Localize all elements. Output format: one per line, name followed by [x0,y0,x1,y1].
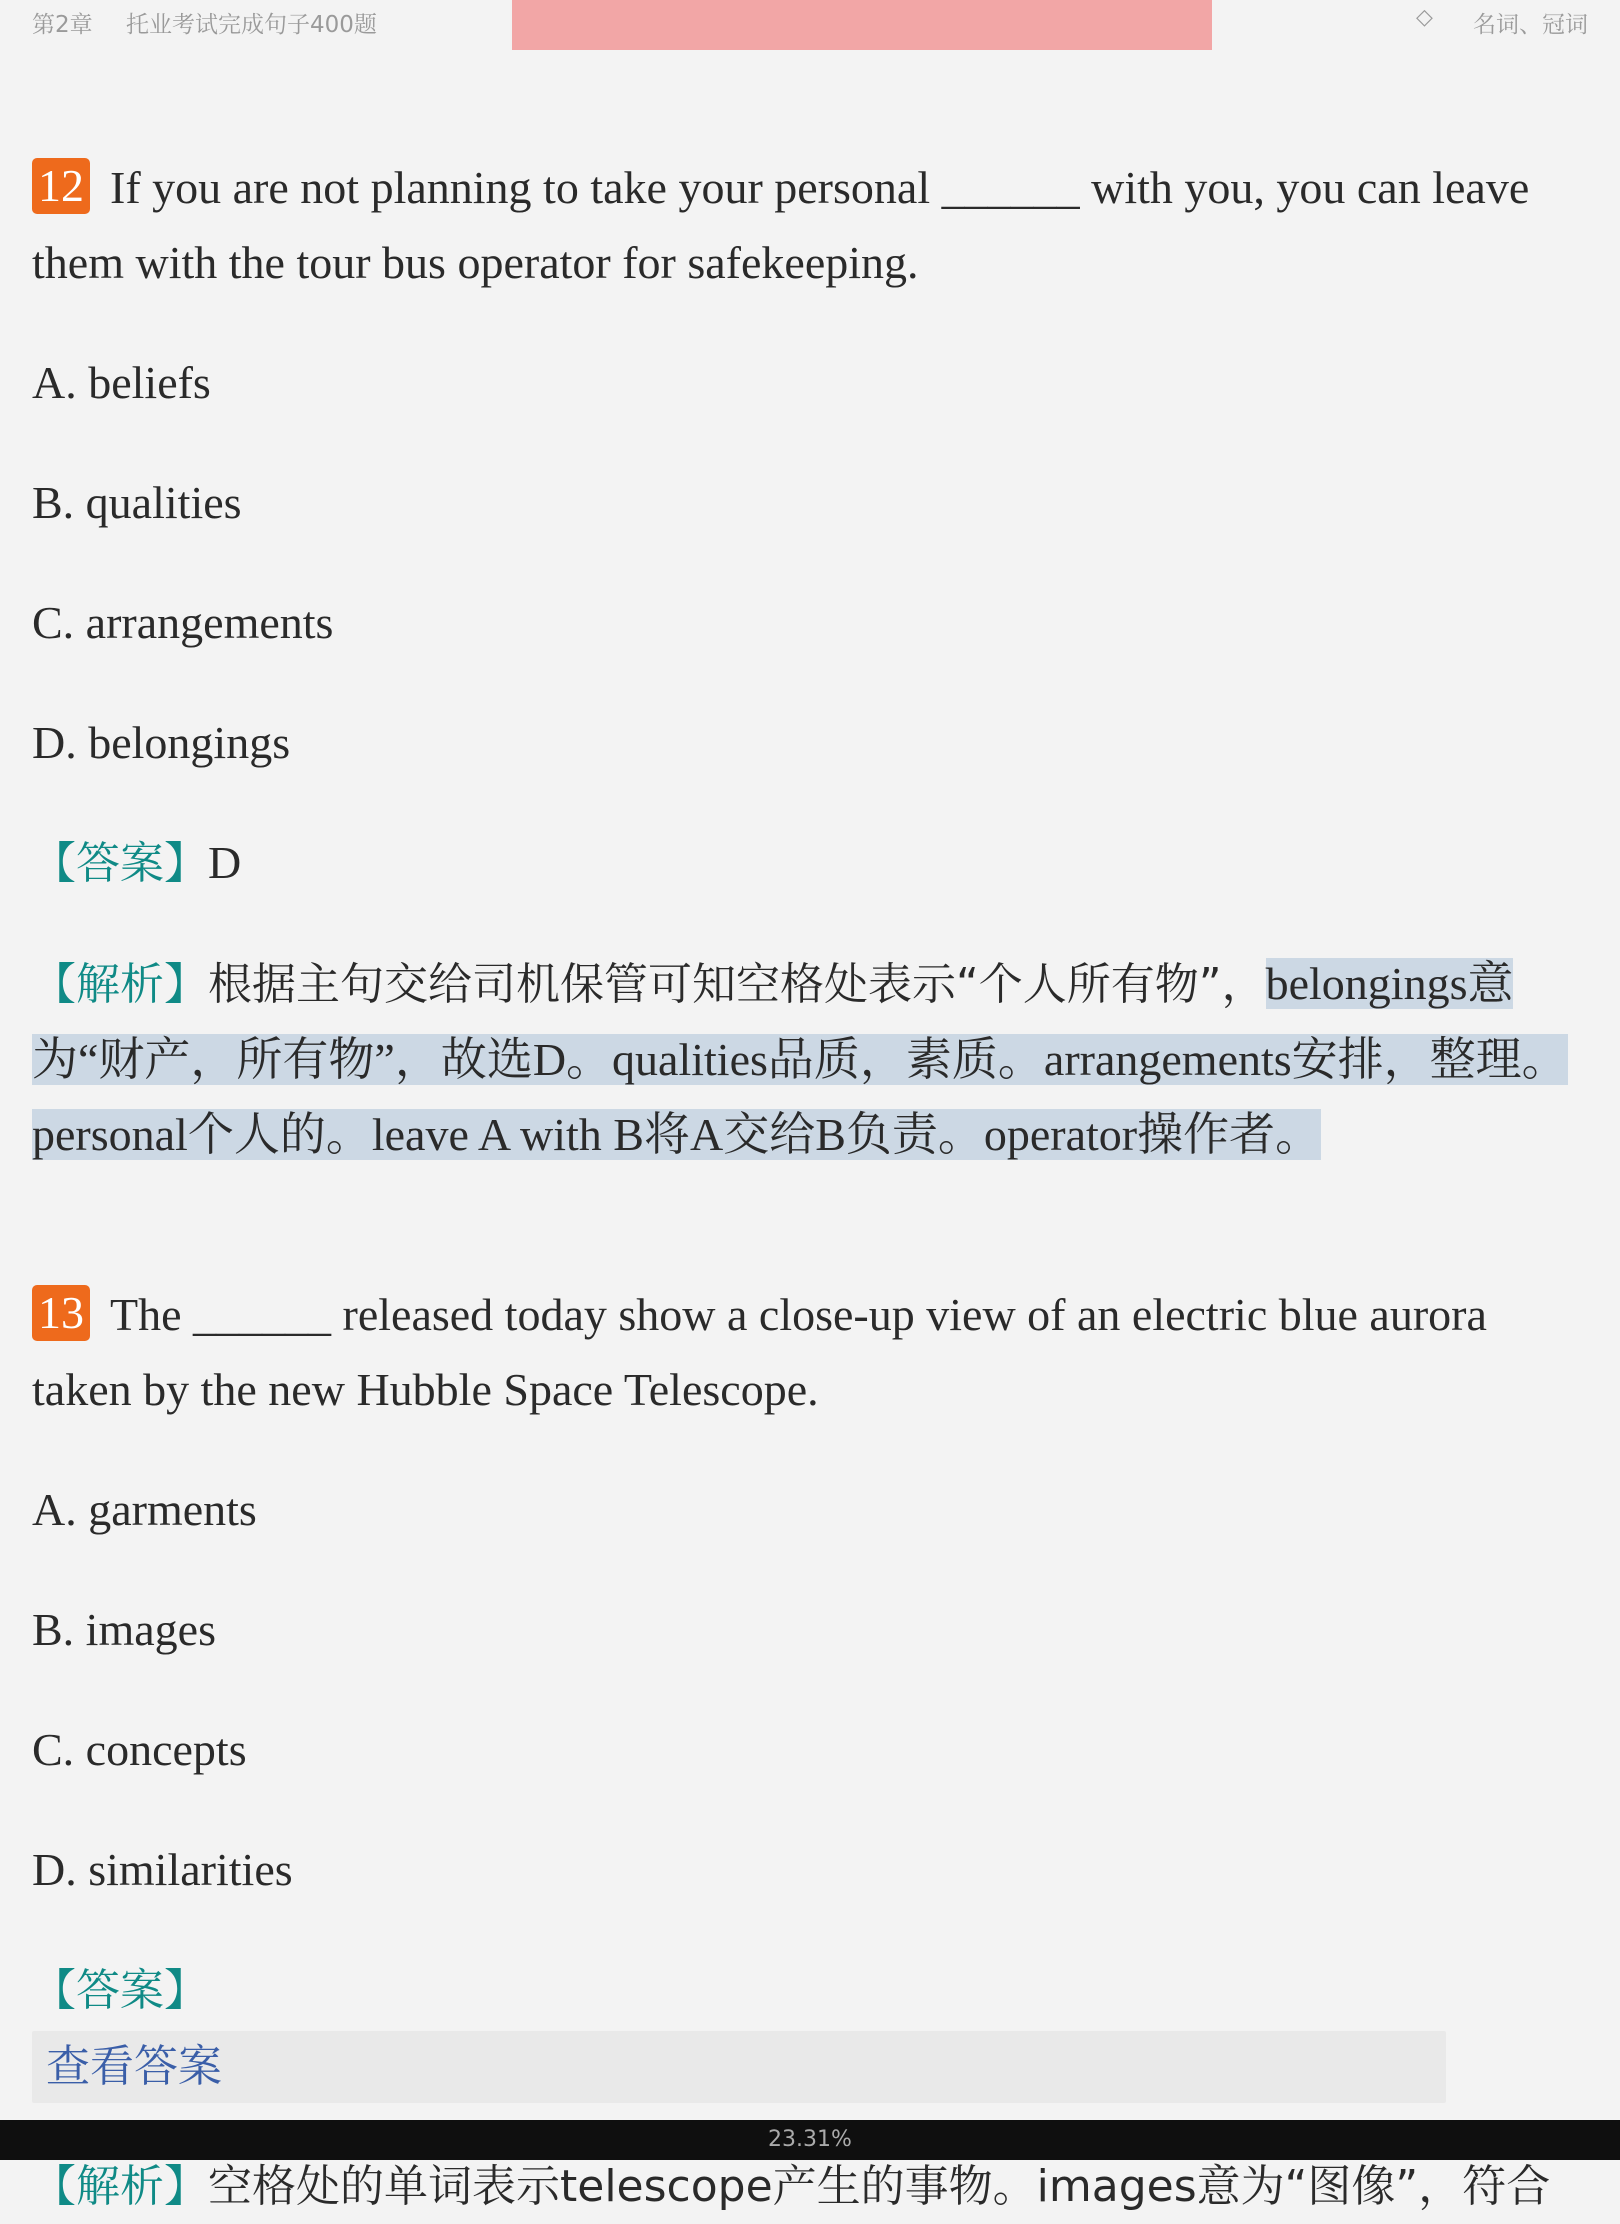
option-d: D. similarities [32,1844,293,1895]
option-b: B. qualities [32,477,242,528]
question-13 [32,1277,1588,1427]
progress-percent: 23.31% [768,2127,852,2152]
analysis-label: 【解析】 [32,2161,208,2212]
option-c: C. arrangements [32,597,334,648]
analysis-paragraph [32,946,1588,1172]
progress-bar [0,2120,1620,2160]
reader-content [32,150,1588,2224]
option-c: C. concepts [32,1724,247,1775]
reveal-answer-button[interactable]: 查看答案 [32,2031,1446,2103]
question-stem: If you are not planning to take your personal ______ with you, you can leave them with the tour bus operator for safekeeping. [32,162,1530,288]
answer-value: D [208,837,242,888]
book-title: 托业考试完成句子400题 [126,12,377,38]
analysis-label: 【解析】 [32,959,208,1010]
analysis-highlighted-text[interactable]: belongings意为“财产，所有物”，故选D。qualities品质，素质。arrangements安排，整理。personal个人的。leave A with B将A交给B负责。operator操作者。 [32,958,1568,1160]
analysis-text: 空格处的单词表示telescope产生的事物。images意为“图像”，符合 [208,2161,1551,2212]
answer-line [32,825,1588,901]
answer-line [32,1952,1588,2103]
question-number-badge: 13 [32,1285,90,1341]
chapter-label: 第2章 [32,12,93,38]
option-a: A. beliefs [32,357,211,408]
section-title: 名词、冠词 [1473,12,1588,38]
option-b: B. images [32,1604,216,1655]
question-number-badge: 12 [32,158,90,214]
option-a: A. garments [32,1484,257,1535]
answer-label: 【答案】 [32,1965,208,2016]
analysis-text: 根据主句交给司机保管可知空格处表示“个人所有物”， [208,959,1266,1010]
question-12 [32,150,1588,300]
diamond-icon: ◇ [1416,5,1433,30]
question-stem: The ______ released today show a close-up view of an electric blue aurora taken by the new Hubble Space Telescope. [32,1289,1487,1415]
option-d: D. belongings [32,717,291,768]
answer-label: 【答案】 [32,838,208,889]
reader-header [0,0,1620,40]
